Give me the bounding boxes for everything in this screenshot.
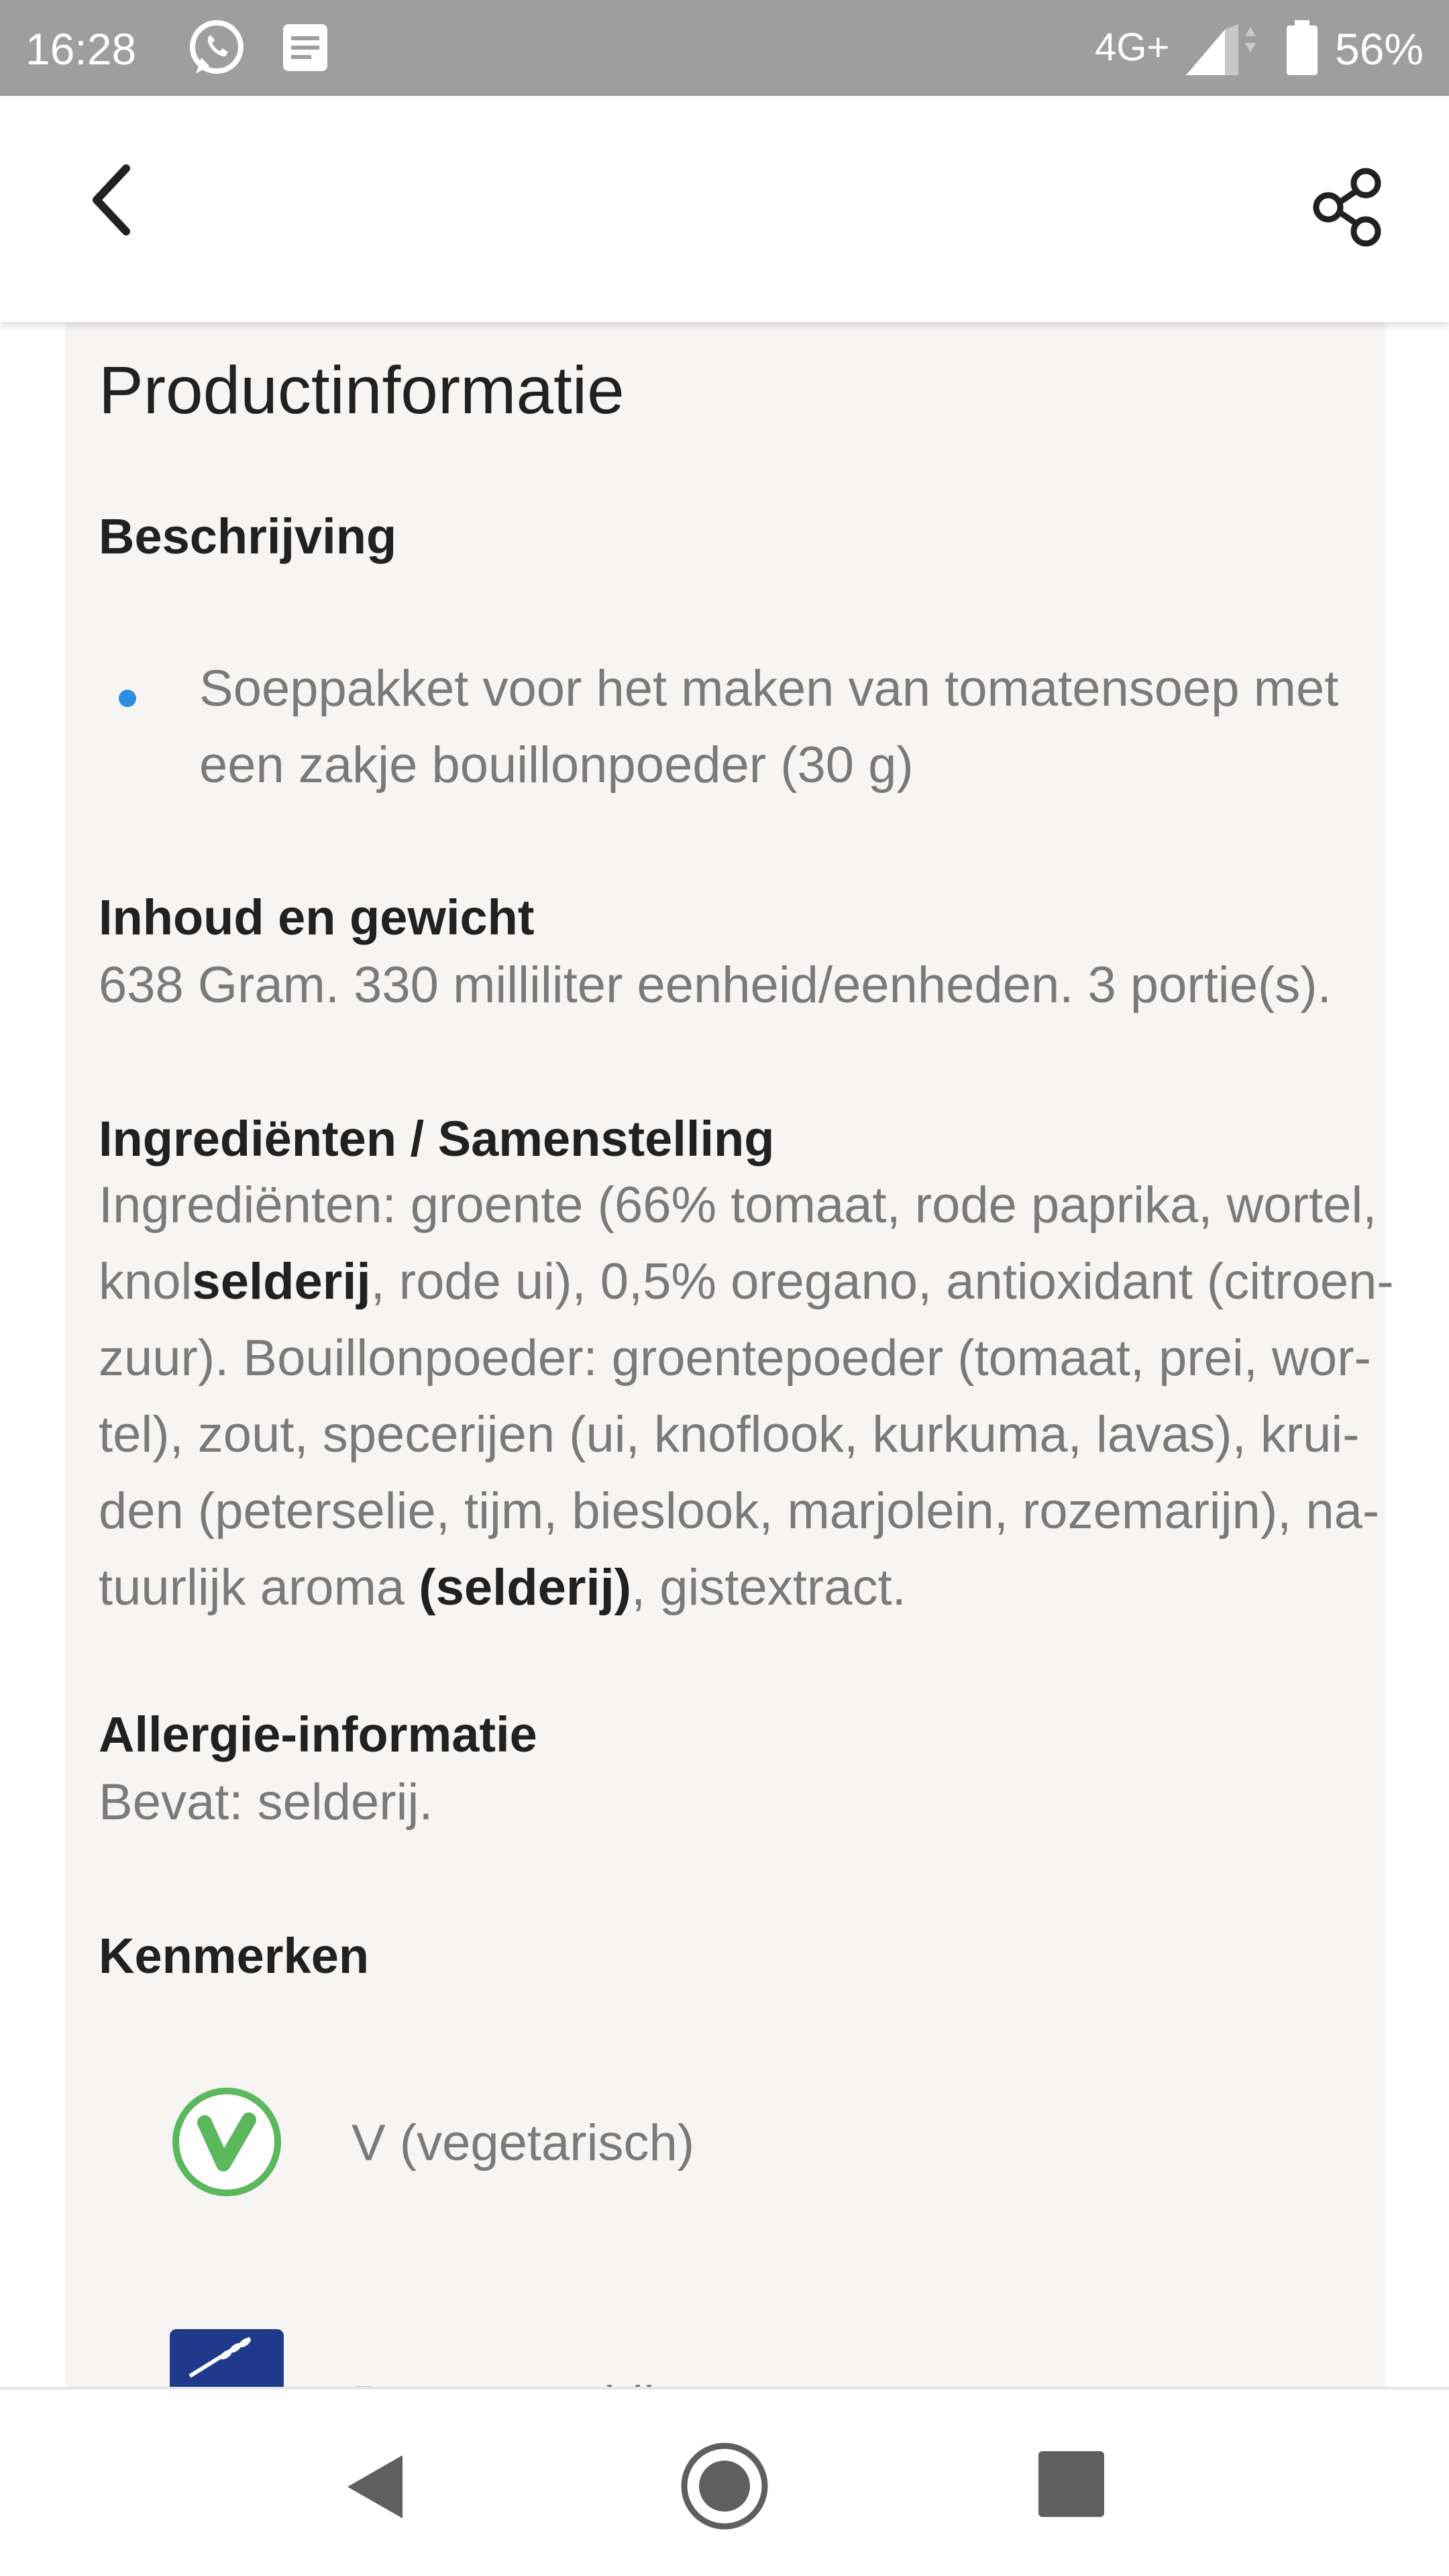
ingredients-line: zuur). Bouillonpoeder: groentepoeder (tomaat, prei, wor- [99,1330,1371,1387]
share-icon[interactable] [1308,163,1389,250]
description-line: een zakje bouillonpoeder (30 g) [199,737,914,794]
allergen-highlight: (selderij) [419,1559,632,1616]
ingredients-line [99,1550,1400,1626]
ingredients-heading: Ingrediënten / Samenstelling [99,1111,775,1167]
ingredients-fragment: knol [99,1253,193,1310]
whatsapp-icon [186,17,247,78]
wheat-icon [170,2329,284,2390]
ingredients-line [99,1244,1400,1320]
status-bar [0,0,1449,96]
contents-text: 638 Gram. 330 milliliter eenheid/eenheden. 3 portie(s). [99,957,1332,1014]
bullet-dot [119,690,136,707]
signal-icon [1183,23,1257,76]
nav-back-icon[interactable] [341,2450,415,2524]
product-info-card [65,322,1394,2387]
page-title: Productinformatie [99,353,625,428]
feature-label: V (vegetarisch) [352,2114,695,2171]
features-heading: Kenmerken [99,1928,370,1984]
notes-icon [280,21,330,74]
network-type: 4G+ [1095,25,1170,69]
ingredients-fragment: , rode ui), 0,5% oregano, antioxidant (citroen- [370,1253,1394,1310]
battery-icon [1285,19,1319,76]
description-line: Soeppakket voor het maken van tomatensoep met [199,660,1339,717]
navigation-bar [0,2387,1449,2576]
vegetarian-v-icon [170,2085,284,2199]
description-heading: Beschrijving [99,508,397,564]
status-time: 16:28 [25,24,137,74]
nav-recents-icon[interactable] [1038,2451,1104,2517]
allergy-text: Bevat: selderij. [99,1774,433,1831]
ingredients-line: den (peterselie, tijm, bieslook, marjolein, rozemarijn), na- [99,1483,1380,1540]
back-arrow-icon[interactable] [79,156,146,244]
battery-level: 56% [1335,24,1424,74]
allergen-highlight: selderij [192,1253,371,1310]
allergy-heading: Allergie-informatie [99,1707,537,1762]
ingredients-fragment: , gistextract. [631,1559,906,1616]
ingredients-fragment: tuurlijk aroma [99,1559,419,1616]
ingredients-line: tel), zout, specerijen (ui, knoflook, kurkuma, lavas), krui- [99,1406,1360,1463]
nav-home-icon[interactable] [678,2439,771,2533]
ingredients-line: Ingrediënten: groente (66% tomaat, rode paprika, wortel, [99,1177,1377,1234]
contents-heading: Inhoud en gewicht [99,890,535,945]
ingredients-text [99,1167,1400,1626]
app-bar [0,96,1449,322]
description-text [199,651,1338,804]
